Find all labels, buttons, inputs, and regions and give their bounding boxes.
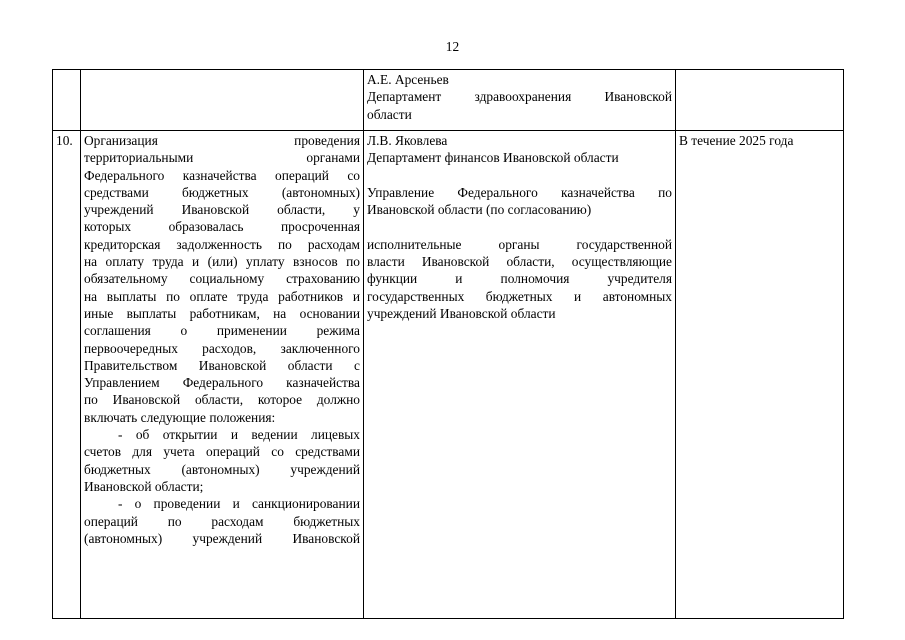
measure-line: соглашения о применении режима — [84, 323, 360, 339]
spacer — [367, 218, 672, 235]
cell-responsible — [364, 131, 676, 619]
measure-line: на оплату труда и (или) уплату взносов по — [84, 254, 360, 270]
measure-line: кредиторская задолженность по расходам — [84, 236, 360, 252]
measure-line: средствами бюджетных (автономных) — [84, 184, 360, 200]
page-number: 12 — [445, 39, 460, 54]
measure-line: Федерального казначейства операций со — [84, 167, 360, 183]
measure-item-line: - о проведении и санкционировании — [118, 496, 360, 512]
responsible-exec-line: учреждений Ивановской области — [367, 305, 556, 321]
measure-line: Организация проведения — [84, 133, 360, 148]
measure-line: учреждений Ивановской области, у — [84, 202, 360, 218]
measure-item-line: (автономных) учреждений Ивановской — [84, 530, 360, 546]
table-row — [53, 70, 844, 131]
row-number: 10. — [56, 133, 73, 148]
measure-line: Правительством Ивановской области с — [84, 357, 360, 373]
responsible-utfk-line: Ивановской области (по согласованию) — [367, 202, 592, 218]
spacer — [367, 167, 672, 184]
measure-line: на выплаты по оплате труда работников и — [84, 288, 360, 304]
measure-line: территориальными органами — [84, 150, 360, 166]
cell-deadline — [676, 131, 844, 619]
responsible-name: А.Е. Арсеньев — [367, 72, 449, 87]
cell-measure — [81, 131, 364, 619]
measure-line: Управлением Федерального казначейства — [84, 375, 360, 391]
responsible-dept-line: Департамент здравоохранения Ивановской — [367, 89, 672, 105]
responsible-exec-line: власти Ивановской области, осуществляющие — [367, 254, 672, 270]
measure-item-line: операций по расходам бюджетных — [84, 513, 360, 529]
measures-table — [52, 69, 844, 619]
measure-item-line: Ивановской области; — [84, 478, 204, 494]
responsible-name: Л.В. Яковлева — [367, 133, 448, 148]
responsible-exec-line: функции и полномочия учредителя — [367, 271, 672, 287]
deadline: В течение 2025 года — [679, 133, 794, 148]
measure-item-line: бюджетных (автономных) учреждений — [84, 461, 360, 477]
cell-number — [53, 131, 81, 619]
cell-measure — [81, 70, 364, 131]
measure-line: включать следующие положения: — [84, 409, 276, 425]
responsible-exec-line: государственных бюджетных и автономных — [367, 288, 672, 304]
cell-responsible — [364, 70, 676, 131]
measure-line: по Ивановской области, которое должно — [84, 392, 360, 408]
measure-item-line: - об открытии и ведении лицевых — [118, 427, 360, 443]
cell-number — [53, 70, 81, 131]
responsible-exec-line: исполнительные органы государственной — [367, 236, 672, 252]
cell-deadline — [676, 70, 844, 131]
measure-line: обязательному социальному страхованию — [84, 271, 360, 287]
table-row — [53, 131, 844, 619]
responsible-dept-line: области — [367, 106, 412, 122]
measure-line: иные выплаты работникам, на основании — [84, 305, 360, 321]
responsible-utfk-line: Управление Федерального казначейства по — [367, 184, 672, 200]
measure-item-line: счетов для учета операций со средствами — [84, 444, 360, 460]
measure-line: первоочередных расходов, заключенного — [84, 340, 360, 356]
measure-line: которых образовалась просроченная — [84, 219, 360, 235]
responsible-dept: Департамент финансов Ивановской области — [367, 150, 619, 166]
